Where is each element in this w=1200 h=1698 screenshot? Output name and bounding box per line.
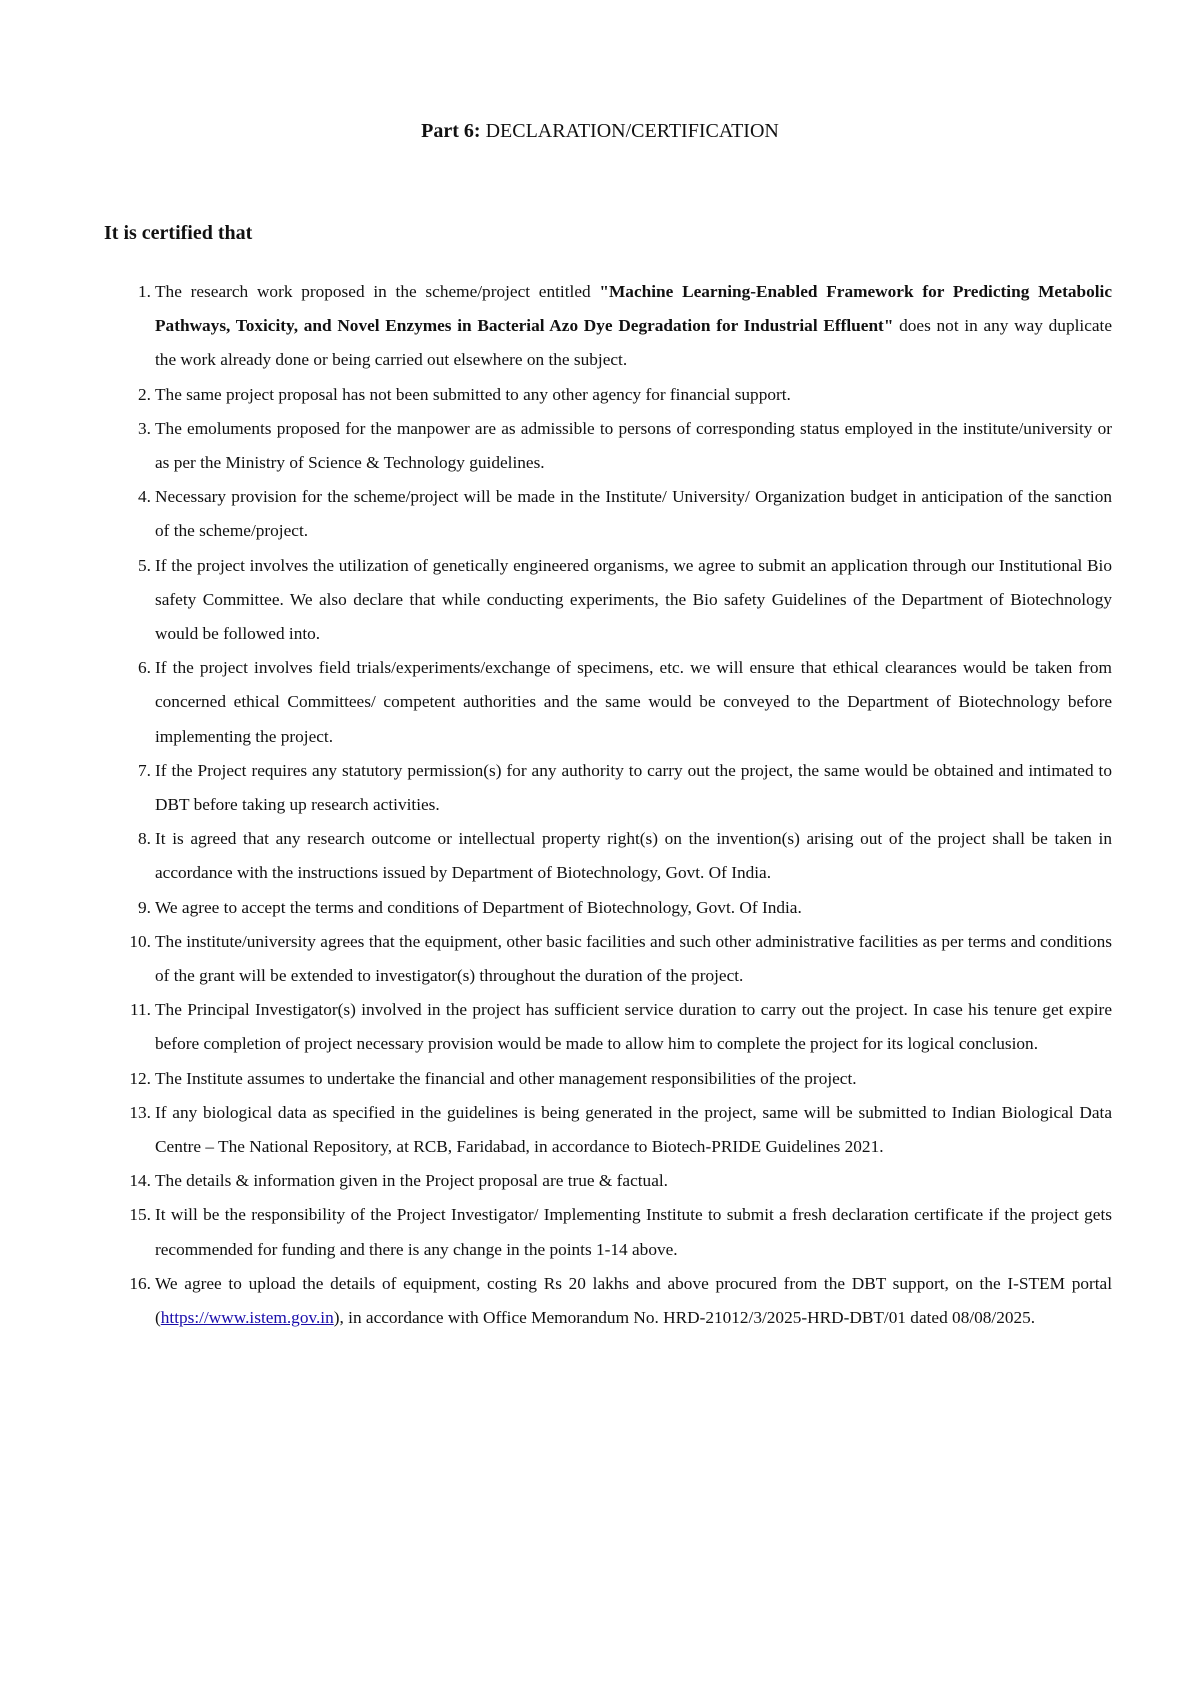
item-text: The institute/university agrees that the equipment, other basic facilities and such other administrative facilities as per terms and conditions of the grant will be extended to investigator(s) throughout the duration of the project. xyxy=(155,931,1112,986)
item-text: The Institute assumes to undertake the financial and other management responsibilities of the project. xyxy=(155,1068,857,1088)
list-item xyxy=(138,412,1112,480)
title-text: DECLARATION/CERTIFICATION xyxy=(485,120,779,142)
list-item xyxy=(130,993,1112,1061)
item-text: If the project involves field trials/experiments/exchange of specimens, etc. we will ensure that ethical clearances would be taken from concerned ethical Committees/ competent authorities and the same would be conveyed to the Department of Biotechnology before implementing the project. xyxy=(155,658,1112,746)
item-text: The details & information given in the Project proposal are true & factual. xyxy=(155,1171,668,1191)
item-text-cont: ), in accordance with Office Memorandum No. HRD-21012/3/2025-HRD-DBT/01 dated 08/08/2025. xyxy=(333,1308,1036,1328)
item-number: 10. xyxy=(129,931,151,951)
item-number: 16. xyxy=(129,1273,151,1293)
project-title: "Machine Learning-Enabled Framework for Predicting Metabolic Pathways, Toxicity, and Novel Enzymes in Bacterial Azo Dye Degradation for Industrial Effluent" xyxy=(155,282,1113,336)
list-item xyxy=(138,378,1112,412)
item-text: The research work proposed in the scheme/project entitled xyxy=(155,282,600,301)
item-number: 3. xyxy=(138,418,151,438)
item-text: It will be the responsibility of the Project Investigator/ Implementing Institute to submit a fresh declaration certificate if the project gets recommended for funding and there is any change in the points 1-14 above. xyxy=(155,1205,1112,1259)
item-number: 15. xyxy=(129,1205,151,1225)
list-item xyxy=(129,1062,1112,1096)
list-item xyxy=(138,822,1112,890)
item-number: 7. xyxy=(138,760,151,780)
list-item xyxy=(129,1198,1112,1266)
item-text: The emoluments proposed for the manpower are as admissible to persons of corresponding status employed in the institute/university or as per the Ministry of Science & Technology guidelines. xyxy=(155,418,1112,473)
list-item xyxy=(138,549,1112,652)
list-item xyxy=(138,651,1112,754)
item-number: 12. xyxy=(129,1068,151,1088)
list-item xyxy=(129,925,1112,993)
item-number: 2. xyxy=(138,384,151,404)
item-text: We agree to upload the details of equipment, costing Rs 20 lakhs and above procured from the DBT support, on the I-STEM portal ( xyxy=(155,1273,1112,1328)
item-number: 11. xyxy=(130,1000,151,1020)
list-item xyxy=(129,1096,1112,1164)
item-text: If the Project requires any statutory permission(s) for any authority to carry out the project, the same would be obtained and intimated to DBT before taking up research activities. xyxy=(155,760,1112,815)
declaration-list xyxy=(129,275,1113,1335)
istem-portal-link[interactable]: https://www.istem.gov.in xyxy=(160,1308,334,1328)
item-text: The same project proposal has not been submitted to any other agency for financial support. xyxy=(155,384,791,404)
page-title xyxy=(0,120,1200,143)
item-text: If any biological data as specified in the guidelines is being generated in the project, same will be submitted to Indian Biological Data Centre – The National Repository, at RCB, Faridabad, in accordance to Biotech-PRIDE Guidelines 2021. xyxy=(155,1102,1112,1157)
list-item xyxy=(138,891,1112,925)
item-text-cont: does not in any way duplicate the work already done or being carried out elsewhere on the subject. xyxy=(155,316,1113,370)
item-number: 1. xyxy=(138,282,151,301)
item-number: 8. xyxy=(138,829,151,849)
part-label: Part 6: xyxy=(421,120,481,142)
item-text: We agree to accept the terms and conditions of Department of Biotechnology, Govt. Of India. xyxy=(155,897,802,917)
item-number: 6. xyxy=(138,658,151,678)
list-item xyxy=(138,480,1112,548)
item-text: It is agreed that any research outcome or intellectual property right(s) on the invention(s) arising out of the project shall be taken in accordance with the instructions issued by Department of Biotechnology, Govt. Of India. xyxy=(155,829,1112,883)
item-number: 13. xyxy=(129,1102,151,1122)
item-text: Necessary provision for the scheme/project will be made in the Institute/ University/ Organization budget in anticipation of the sanction of the scheme/project. xyxy=(155,487,1112,541)
item-text: The Principal Investigator(s) involved in the project has sufficient service duration to carry out the project. In case his tenure get expire before completion of project necessary provision would be made to allow him to complete the project for its logical conclusion. xyxy=(155,1000,1112,1054)
list-item xyxy=(129,1164,1112,1198)
item-number: 9. xyxy=(138,897,151,917)
intro-heading: It is certified that xyxy=(104,222,253,244)
list-item xyxy=(138,754,1112,822)
list-item xyxy=(129,1267,1112,1335)
item-text: If the project involves the utilization of genetically engineered organisms, we agree to submit an application through our Institutional Bio safety Committee. We also declare that while conducting experiments, the Bio safety Guidelines of the Department of Biotechnology would be followed into. xyxy=(155,555,1112,644)
item-number: 14. xyxy=(129,1171,151,1191)
item-number: 5. xyxy=(138,555,151,575)
list-item xyxy=(138,275,1113,378)
item-number: 4. xyxy=(138,487,151,507)
